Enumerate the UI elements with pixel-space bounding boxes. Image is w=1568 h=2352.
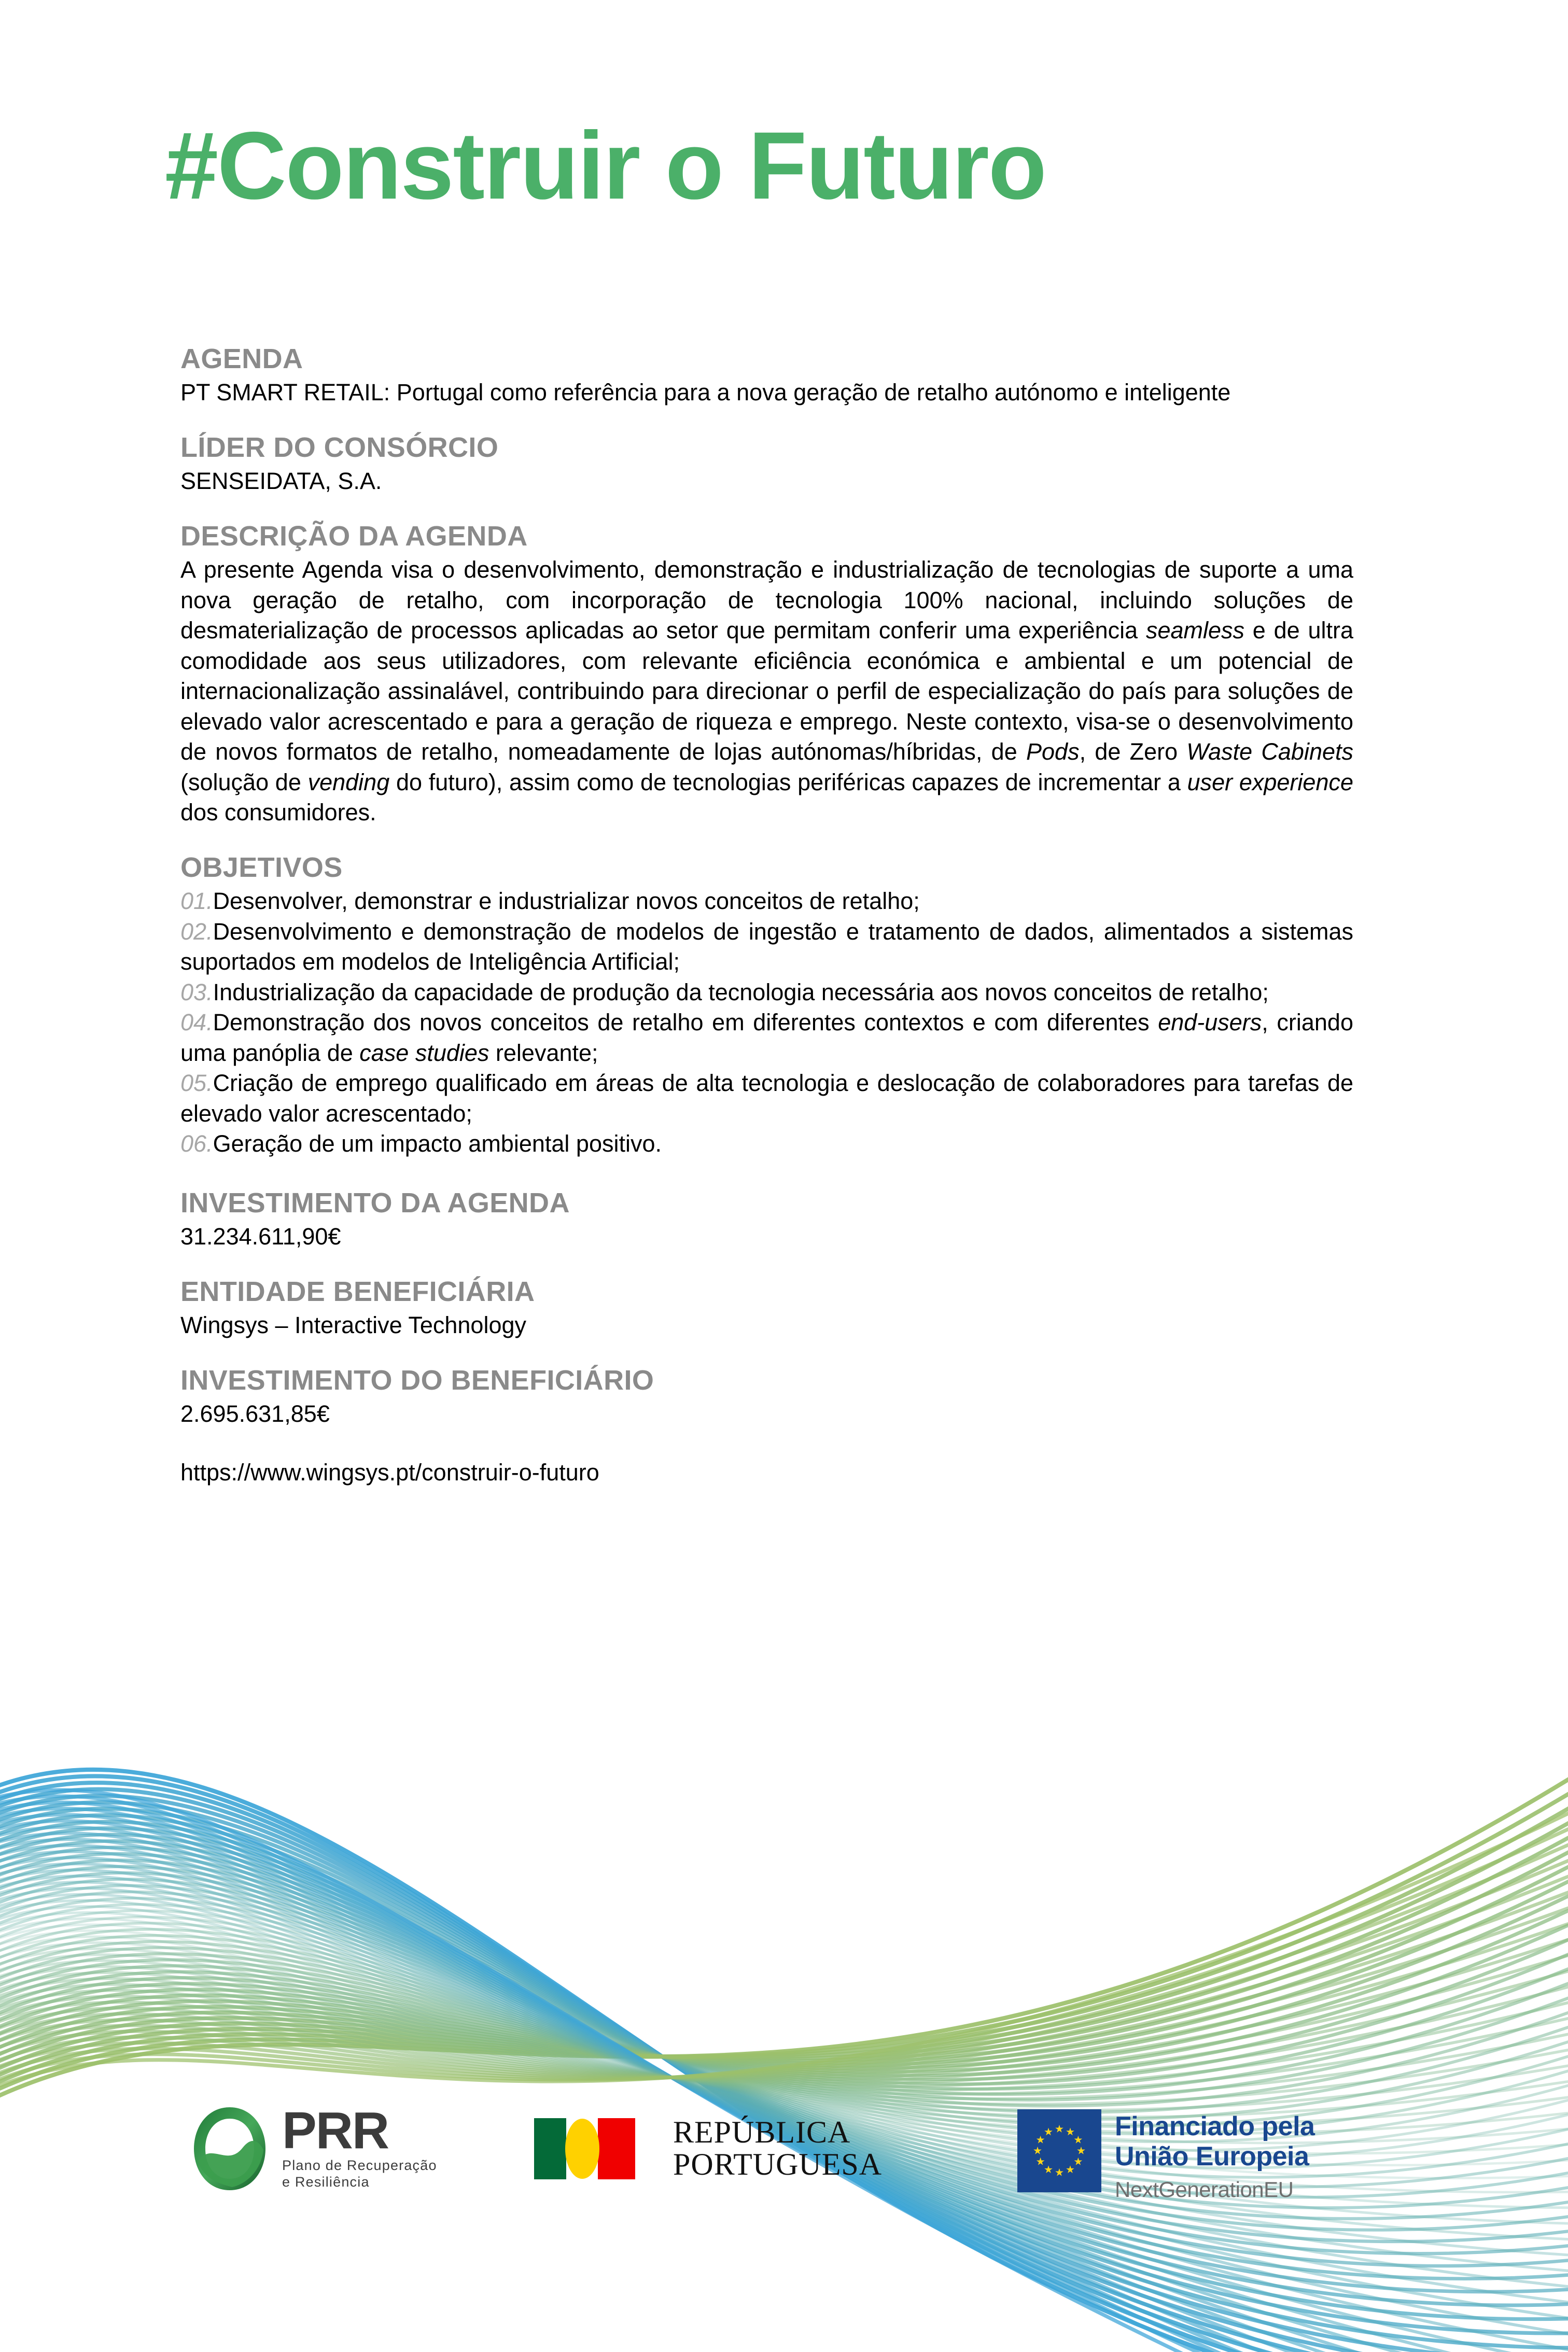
eu-star [1066, 2165, 1074, 2173]
wave-decoration [0, 1753, 1568, 2352]
eu-star [1044, 2165, 1053, 2173]
wave-line [0, 1776, 1568, 2352]
emphasis-text: Pods [1026, 738, 1080, 765]
descricao-paragraph [180, 555, 1353, 828]
eu-flag-icon [1017, 2109, 1101, 2192]
objective-number: 03. [180, 978, 213, 1005]
objective-item [180, 917, 1353, 977]
prr-subtitle-line2: e Resiliência [282, 2174, 370, 2190]
prr-wordmark: PRR [282, 2102, 389, 2160]
wave-line [0, 1802, 1568, 2352]
objetivos-list [180, 886, 1353, 1159]
wave-line [0, 1768, 1568, 2100]
objective-item [180, 1068, 1353, 1129]
wave-line [0, 1796, 1568, 2352]
wave-line [0, 1947, 1568, 2084]
section-lider-consorcio [180, 432, 1353, 497]
wave-line [0, 1798, 1568, 2086]
wave-line [0, 1984, 1568, 2094]
eu-star [1037, 2158, 1045, 2165]
wave-line [0, 1887, 1568, 2068]
flag-yellow-ellipse [565, 2119, 599, 2179]
wave-line [0, 1809, 1568, 2352]
spacer [180, 497, 1353, 521]
wave-line [0, 1783, 1568, 2352]
wave-line [0, 1950, 1568, 2082]
wave-line [0, 1853, 1568, 2078]
plain-text: Demonstração dos novos conceitos de retalho em diferentes contextos e com diferentes [213, 1009, 1158, 1036]
eu-star [1077, 2147, 1085, 2154]
wave-line [0, 1966, 1568, 2084]
eu-subtitle: NextGenerationEU [1115, 2177, 1294, 2202]
wave-line [0, 1837, 1568, 2079]
wave-line [0, 1954, 1568, 2106]
page-title: #Construir o Futuro [165, 113, 1046, 219]
wave-line [0, 1872, 1568, 2066]
wave-line [0, 1901, 1568, 2078]
eu-star [1055, 2168, 1063, 2176]
objetivos-heading: OBJETIVOS [180, 851, 343, 883]
plain-text: Desenvolver, demonstrar e industrializar novos conceitos de retalho; [213, 888, 920, 915]
emphasis-text: end-users [1158, 1009, 1262, 1036]
section-investimento-agenda [180, 1187, 1353, 1252]
plain-text: relevante; [489, 1039, 598, 1066]
eu-star [1074, 2136, 1083, 2144]
republica-line2: PORTUGUESA [673, 2147, 883, 2181]
wave-line [0, 1931, 1568, 2079]
section-entidade-beneficiaria [180, 1276, 1353, 1341]
eu-line2: União Europeia [1115, 2141, 1309, 2172]
plain-text: Criação de emprego qualificado em áreas de alta tecnologia e deslocação de colaboradores para tarefas de elevado valor acrescentado; [180, 1070, 1353, 1127]
plain-text: do futuro), assim como de tecnologias periféricas capazes de incrementar a [389, 768, 1187, 795]
plain-text: Industrialização da capacidade de produção da tecnologia necessária aos novos conceitos de retalho; [213, 978, 1269, 1005]
wave-line [0, 1960, 1568, 2100]
entidade-value: Wingsys – Interactive Technology [180, 1312, 527, 1339]
objective-number: 05. [180, 1070, 213, 1097]
eu-star [1044, 2127, 1053, 2135]
eu-stars-icon [1017, 2109, 1101, 2192]
wave-line [0, 1809, 1568, 2348]
wave-line [0, 1815, 1568, 2352]
section-investimento-beneficiario [180, 1365, 1353, 1430]
emphasis-text: seamless [1145, 617, 1245, 644]
wave-line [0, 1813, 1568, 2079]
european-union-logo [1017, 2109, 1314, 2203]
wave-line [0, 1869, 1568, 2077]
section-descricao-agenda [180, 521, 1353, 828]
wave-line [0, 1902, 1568, 2072]
eu-star [1066, 2127, 1074, 2135]
descricao-heading: DESCRIÇÃO DA AGENDA [180, 520, 528, 552]
investimento-agenda-heading: INVESTIMENTO DA AGENDA [180, 1187, 570, 1219]
eu-star [1033, 2147, 1042, 2154]
lider-body: SENSEIDATA, S.A. [180, 468, 382, 495]
wave-line [0, 1796, 1568, 2352]
wave-line [0, 1982, 1568, 2087]
objective-item [180, 1007, 1353, 1068]
objective-item [180, 977, 1353, 1008]
wave-line [0, 1979, 1568, 2099]
wave-line [0, 1828, 1568, 2073]
lider-heading: LÍDER DO CONSÓRCIO [180, 431, 499, 463]
objective-number: 04. [180, 1009, 213, 1036]
flag-red-bar [598, 2118, 635, 2179]
spacer [180, 1159, 1353, 1187]
eu-star [1055, 2125, 1063, 2133]
wave-line [0, 1966, 1568, 2094]
section-agenda [180, 343, 1353, 408]
objective-item [180, 1129, 1353, 1159]
wave-line [0, 1783, 1568, 2093]
wave-line [0, 1991, 1568, 2091]
eu-line1: Financiado pela [1115, 2111, 1315, 2141]
wave-line [0, 1917, 1568, 2076]
wave-line [0, 1857, 1568, 2063]
wave-line [0, 1804, 1568, 2090]
footer-logos [0, 2084, 1568, 2250]
investimento-beneficiario-heading: INVESTIMENTO DO BENEFICIÁRIO [180, 1364, 654, 1396]
emphasis-text: user experience [1187, 768, 1353, 795]
plain-text: Geração de um impacto ambiental positivo. [213, 1130, 662, 1157]
prr-logo [191, 2102, 437, 2192]
investimento-agenda-value: 31.234.611,90€ [180, 1223, 341, 1250]
plain-text: , criando uma panóplia de [180, 1009, 1353, 1066]
wave-line [0, 1885, 1568, 2078]
agenda-body: PT SMART RETAIL: Portugal como referência para a nova geração de retalho autónomo e inteligente [180, 379, 1231, 406]
content-column [180, 343, 1353, 1488]
emphasis-text: Waste Cabinets [1186, 738, 1353, 765]
wave-line [0, 1815, 1568, 2333]
objective-number: 01. [180, 888, 213, 915]
investimento-beneficiario-value: 2.695.631,85€ [180, 1401, 330, 1427]
wave-line [0, 1842, 1568, 2065]
agenda-heading: AGENDA [180, 343, 303, 374]
wave-line [0, 1789, 1568, 2352]
wave-line [0, 1770, 1568, 2352]
spacer [180, 1430, 1353, 1458]
website-url[interactable]: https://www.wingsys.pt/construir-o-futuro [180, 1459, 599, 1486]
wave-line [0, 1821, 1568, 2083]
plain-text: dos consumidores. [180, 799, 376, 826]
prr-subtitle-line1: Plano de Recuperação [282, 2158, 437, 2174]
objective-number: 06. [180, 1130, 213, 1157]
emphasis-text: vending [307, 768, 390, 795]
wave-line [0, 1790, 1568, 2352]
wave-svg [0, 1753, 1568, 2352]
wave-line [0, 1802, 1568, 2352]
spacer [180, 1341, 1353, 1365]
spacer [180, 1252, 1353, 1276]
republica-portuguesa-logo [534, 2117, 882, 2181]
entidade-heading: ENTIDADE BENEFICIÁRIA [180, 1276, 535, 1307]
emphasis-text: case studies [359, 1039, 489, 1066]
flag-green-bar [534, 2118, 566, 2179]
spacer [180, 408, 1353, 432]
wave-line [0, 1934, 1568, 2080]
plain-text: , de Zero [1079, 738, 1187, 765]
eu-star [1074, 2158, 1083, 2165]
eu-star [1037, 2136, 1045, 2144]
objective-number: 02. [180, 918, 213, 945]
wave-line [0, 1917, 1568, 2079]
plain-text: (solução de [180, 768, 308, 795]
republica-line1: REPÚBLICA [673, 2115, 851, 2149]
prr-leaf-icon [191, 2105, 269, 2192]
plain-text: A presente Agenda visa o desenvolvimento, demonstração e industrialização de tecnologias de suporte a uma nova geração de retalho, com incorporação de tecnologia 100% nacional, incluindo soluções de desmaterialização de processos aplicadas ao setor que permitam conferir uma experiência [180, 556, 1353, 644]
plain-text: Desenvolvimento e demonstração de modelos de ingestão e tratamento de dados, alimentados a sistemas suportados em modelos de Inteligência Artificial; [180, 918, 1353, 975]
portugal-flag-icon [534, 2118, 659, 2179]
objective-item [180, 886, 1353, 917]
spacer [180, 828, 1353, 852]
plain-text: e de ultra comodidade aos seus utilizadores, com relevante eficiência económica e ambiental e um potencial de internacionalização assinalável, contribuindo para direcionar o perfil de especialização do país para soluções de elevado valor acrescentado e para a geração de riqueza e emprego. Neste contexto, visa-se o desenvolvimento de novos formatos de retalho, nomeadamente de lojas autónomas/híbridas, de [180, 617, 1353, 765]
wave-line [0, 1962, 1568, 2089]
section-objetivos [180, 852, 1353, 1159]
